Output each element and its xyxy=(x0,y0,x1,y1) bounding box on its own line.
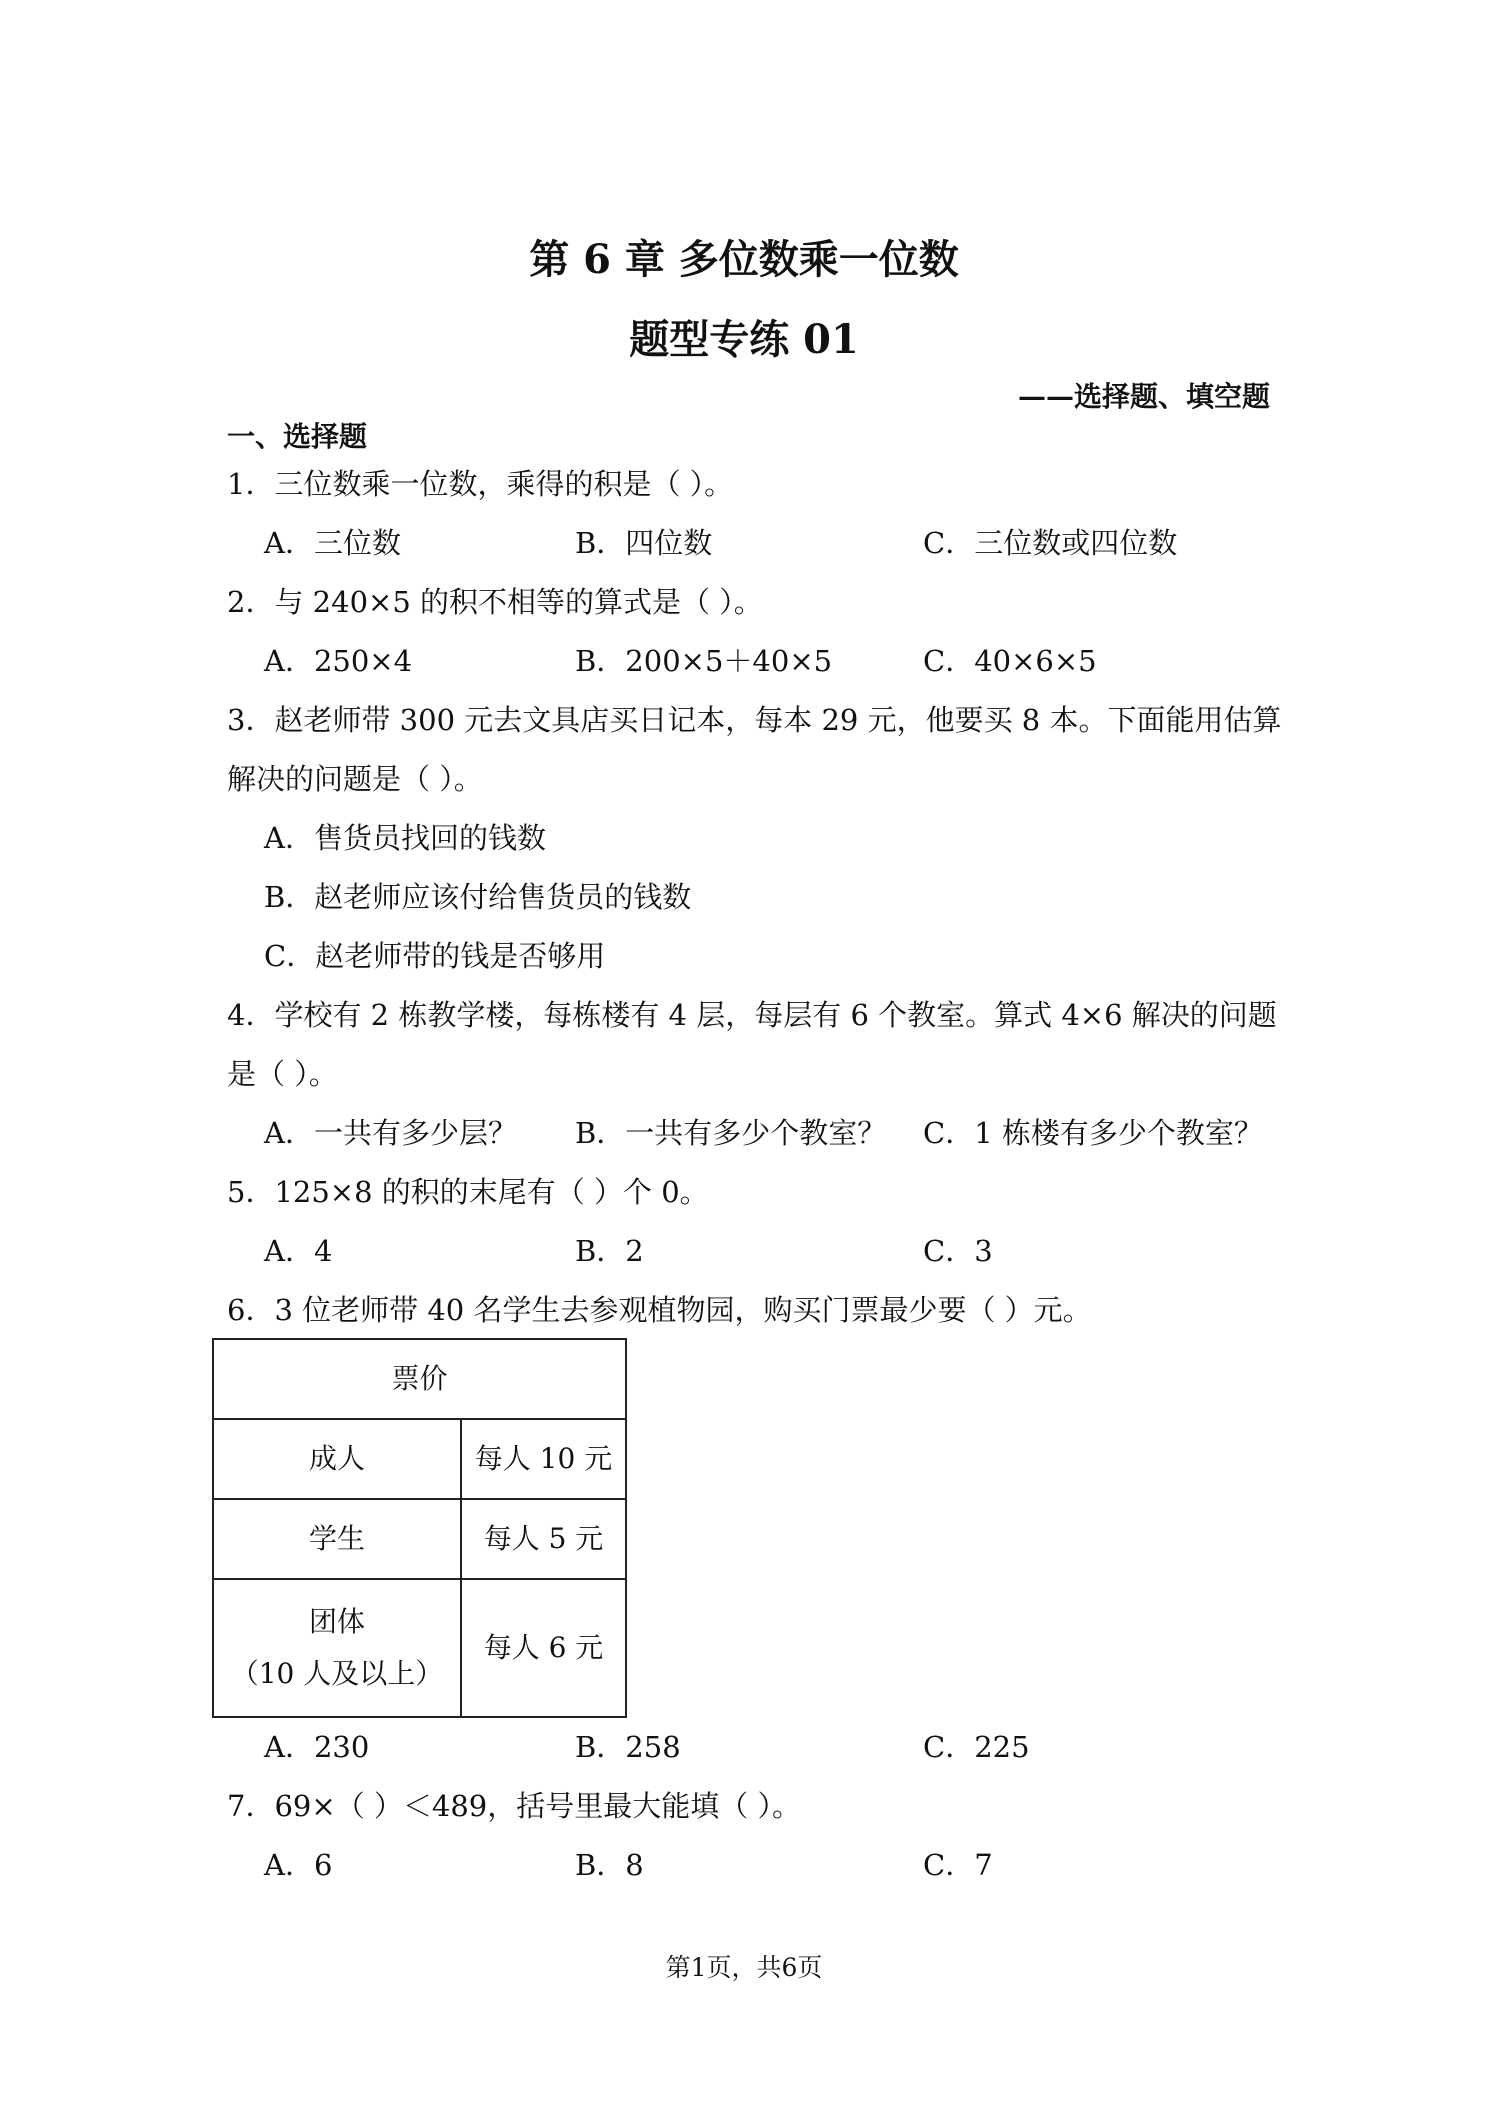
price-row-group-type xyxy=(213,1579,461,1717)
question-1-option-b: B．四位数 xyxy=(575,526,713,560)
question-5-option-c: C．3 xyxy=(923,1234,993,1268)
question-2-option-c: C．40×6×5 xyxy=(923,644,1097,678)
question-6-stem: 6．3 位老师带 40 名学生去参观植物园，购买门票最少要（ ）元。 xyxy=(227,1293,1092,1327)
page-number-footer: 第1页，共6页 xyxy=(665,1953,823,1982)
question-7-option-c: C．7 xyxy=(923,1848,993,1882)
price-row-group-price: 每人 6 元 xyxy=(461,1579,626,1717)
chapter-title: 第 6 章 多位数乘一位数 xyxy=(529,236,959,283)
question-3-option-b: B．赵老师应该付给售货员的钱数 xyxy=(264,880,692,914)
question-3-stem-line-1: 3．赵老师带 300 元去文具店买日记本，每本 29 元，他要买 8 本。下面能用估算 xyxy=(227,703,1282,737)
question-7-option-a: A．6 xyxy=(264,1848,333,1882)
question-2-option-b: B．200×5＋40×5 xyxy=(575,644,833,678)
question-type-tag: ——选择题、填空题 xyxy=(1017,380,1270,413)
ticket-price-table xyxy=(212,1338,627,1718)
price-row-adult-price: 每人 10 元 xyxy=(461,1419,626,1499)
question-4-option-b: B．一共有多少个教室？ xyxy=(575,1116,887,1150)
question-6-option-b: B．258 xyxy=(575,1730,681,1764)
question-4-stem-line-2: 是（ ）。 xyxy=(227,1057,338,1091)
question-6-option-c: C．225 xyxy=(923,1730,1030,1764)
question-1-option-a: A．三位数 xyxy=(264,526,401,560)
question-3-option-c: C．赵老师带的钱是否够用 xyxy=(264,939,606,973)
price-row-group-note: （10 人及以上） xyxy=(230,1657,444,1690)
question-5-stem: 5．125×8 的积的末尾有（ ）个 0。 xyxy=(227,1175,709,1209)
question-2-option-a: A．250×4 xyxy=(264,644,413,678)
question-4-option-c: C．1 栋楼有多少个教室？ xyxy=(923,1116,1263,1150)
worksheet-subtitle: 题型专练 01 xyxy=(629,316,859,363)
question-3-stem-line-2: 解决的问题是（ ）。 xyxy=(227,762,483,796)
question-4-option-a: A．一共有多少层？ xyxy=(264,1116,517,1150)
price-row-group-label: 团体 xyxy=(308,1605,365,1638)
question-5-option-b: B．2 xyxy=(575,1234,644,1268)
price-row-student-price: 每人 5 元 xyxy=(461,1499,626,1579)
price-row-student-type: 学生 xyxy=(213,1499,461,1579)
question-2-stem: 2．与 240×5 的积不相等的算式是（ ）。 xyxy=(227,585,763,619)
question-5-option-a: A．4 xyxy=(264,1234,333,1268)
question-4-stem-line-1: 4．学校有 2 栋教学楼，每栋楼有 4 层，每层有 6 个教室。算式 4×6 解决的问题 xyxy=(227,998,1277,1032)
question-7-stem: 7．69×（ ）＜489，括号里最大能填（ ）。 xyxy=(227,1789,801,1823)
price-row-adult-type: 成人 xyxy=(213,1419,461,1499)
question-3-option-a: A．售货员找回的钱数 xyxy=(264,821,546,855)
question-1-option-c: C．三位数或四位数 xyxy=(923,526,1178,560)
question-7-option-b: B．8 xyxy=(575,1848,644,1882)
price-table-header: 票价 xyxy=(213,1339,626,1419)
section-heading: 一、选择题 xyxy=(227,420,368,453)
question-6-option-a: A．230 xyxy=(264,1730,370,1764)
question-1-stem: 1．三位数乘一位数，乘得的积是（ ）。 xyxy=(227,467,734,501)
